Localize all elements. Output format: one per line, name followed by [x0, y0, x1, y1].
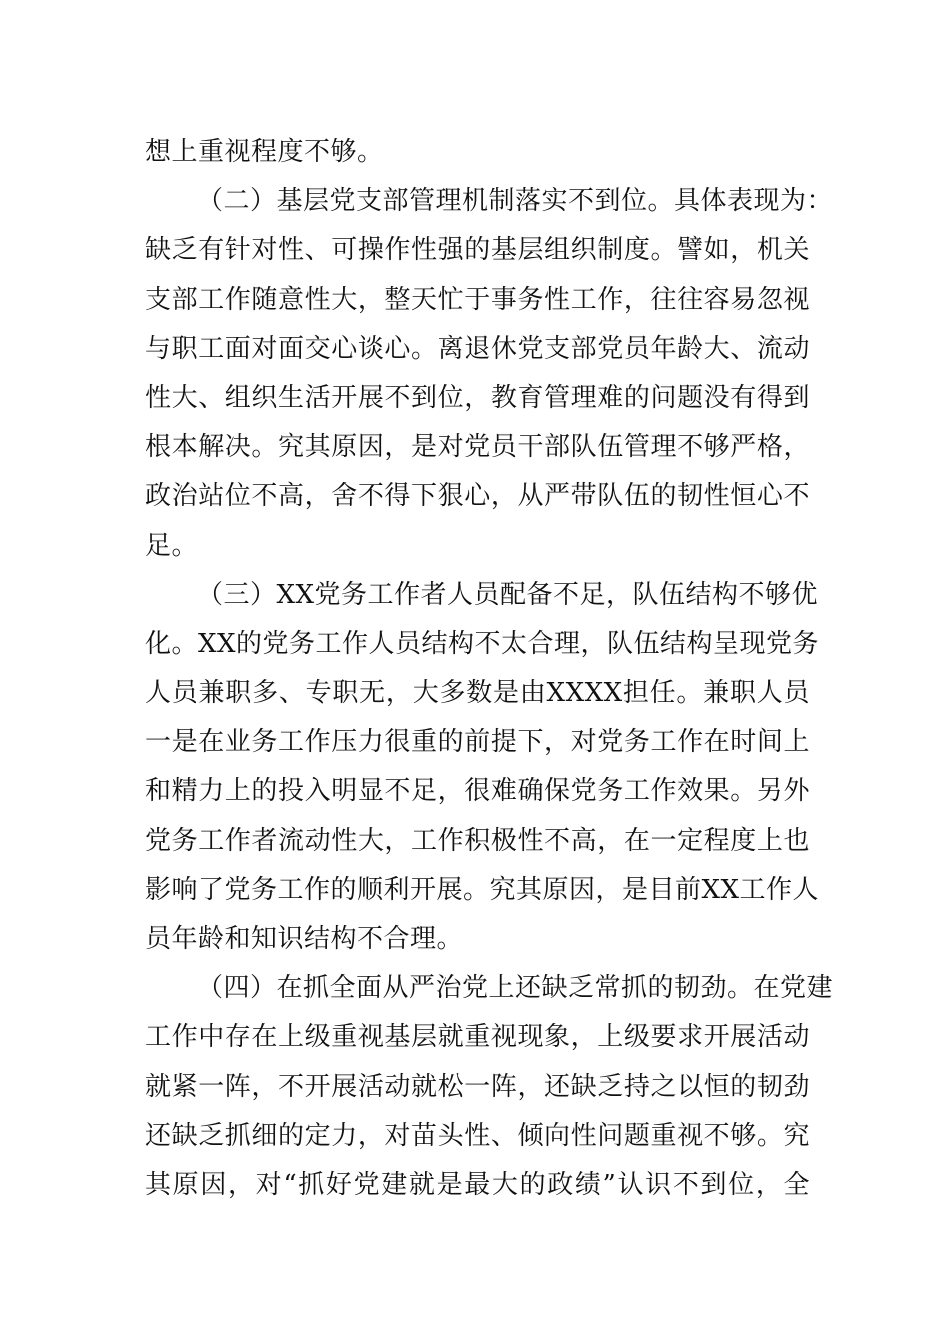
text-line: 其原因，对“抓好党建就是最大的政绩”认识不到位，全 [145, 1169, 810, 1200]
text-line: （四）在抓全面从严治党上还缺乏常抓的韧劲。在党建 [197, 973, 834, 1004]
text-line: 一是在业务工作压力很重的前提下，对党务工作在时间上 [145, 727, 810, 758]
text-line: （二）基层党支部管理机制落实不到位。具体表现为： [197, 186, 834, 217]
text-line: 性大、组织生活开展不到位，教育管理难的问题没有得到 [145, 382, 810, 413]
text-line: 支部工作随意性大，整天忙于事务性工作，往往容易忽视 [145, 284, 810, 315]
text-line: 和精力上的投入明显不足，很难确保党务工作效果。另外 [145, 776, 810, 807]
text-line: 还缺乏抓细的定力，对苗头性、倾向性问题重视不够。究 [145, 1120, 810, 1151]
text-line: 与职工面对面交心谈心。离退休党支部党员年龄大、流动 [145, 333, 810, 364]
text-line: 足。 [145, 530, 199, 561]
text-line: 影响了党务工作的顺利开展。究其原因，是目前XX工作人 [145, 874, 820, 905]
text-line: 想上重视程度不够。 [145, 137, 384, 167]
text-line: 化。XX的党务工作人员结构不太合理，队伍结构呈现党务 [145, 628, 820, 659]
text-line: 党务工作者流动性大，工作积极性不高，在一定程度上也 [145, 825, 810, 856]
text-line: 缺乏有针对性、可操作性强的基层组织制度。譬如，机关 [145, 235, 810, 266]
text-line: 工作中存在上级重视基层就重视现象，上级要求开展活动 [145, 1022, 810, 1053]
text-line: 政治站位不高，舍不得下狠心，从严带队伍的韧性恒心不 [145, 481, 810, 512]
text-line: 员年龄和知识结构不合理。 [145, 924, 464, 954]
text-line: 人员兼职多、专职无，大多数是由XXXX担任。兼职人员 [145, 678, 810, 709]
text-line: 就紧一阵，不开展活动就松一阵，还缺乏持之以恒的韧劲 [145, 1071, 810, 1102]
body-text [145, 128, 834, 1210]
text-line: （三）XX党务工作者人员配备不足，队伍结构不够优 [197, 579, 819, 610]
text-line: 根本解决。究其原因，是对党员干部队伍管理不够严格， [145, 432, 810, 463]
